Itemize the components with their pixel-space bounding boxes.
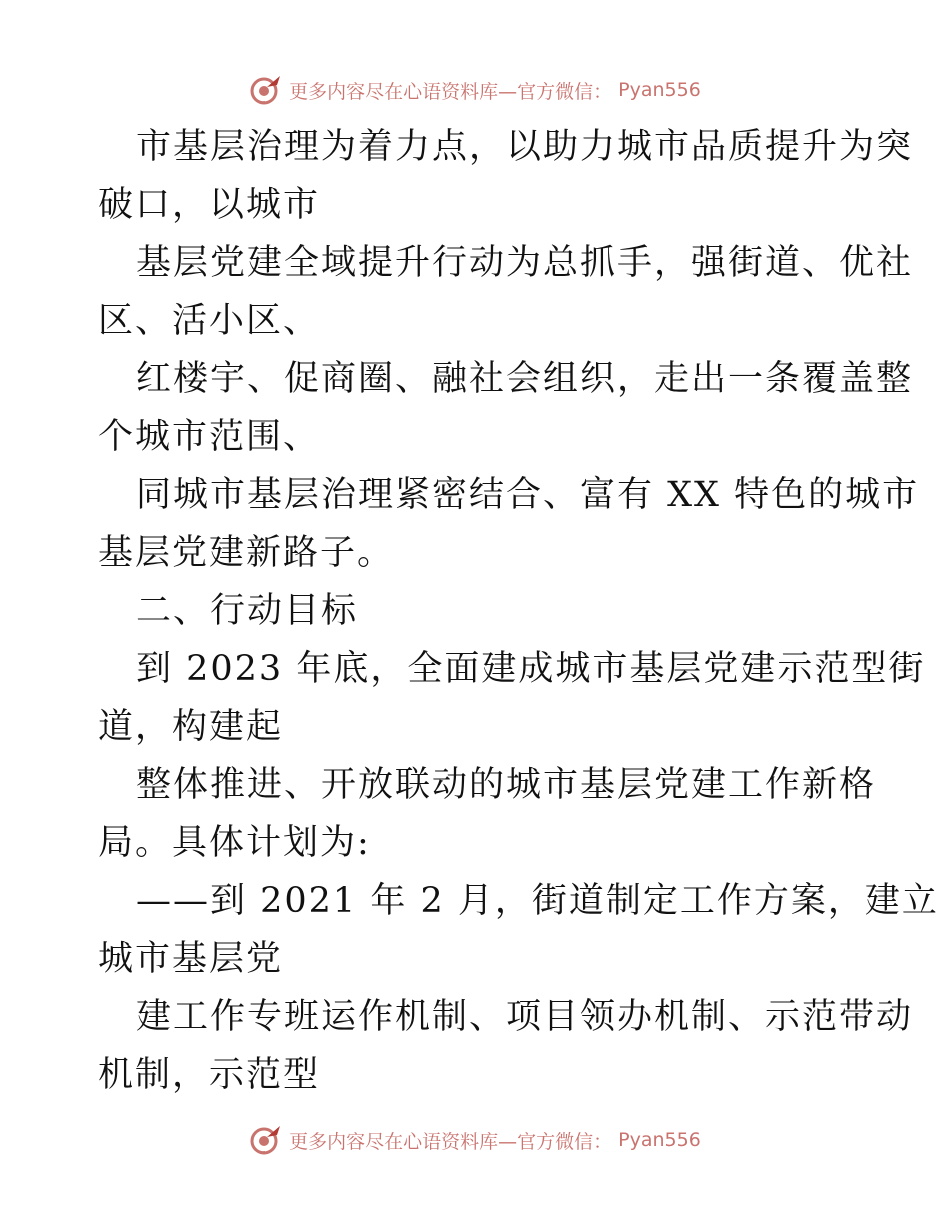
text-line: ——到 2021 年 2 月，街道制定工作方案，建立	[136, 881, 939, 921]
watermark-wechat-id: Pyan556	[618, 79, 701, 101]
watermark-text: 更多内容尽在心语资料库—官方微信：	[289, 80, 613, 103]
text-line: 建工作专班运作机制、项目领办机制、示范带动	[136, 997, 914, 1037]
text-line: 二、行动目标	[136, 591, 359, 631]
watermark-text: 更多内容尽在心语资料库—官方微信：	[289, 1130, 613, 1153]
text-line: 机制，示范型	[98, 1055, 321, 1095]
watermark-header	[0, 70, 950, 110]
watermark-wechat-id: Pyan556	[618, 1129, 701, 1151]
text-line: 区、活小区、	[98, 301, 321, 341]
text-line: 整体推进、开放联动的城市基层党建工作新格	[136, 765, 877, 805]
text-line: 到 2023 年底，全面建成城市基层党建示范型街	[136, 649, 926, 689]
text-line: 城市基层党	[98, 939, 284, 979]
text-line: 局。具体计划为:	[98, 823, 371, 863]
text-line: 道，构建起	[98, 707, 284, 747]
text-line: 破口，以城市	[98, 185, 321, 225]
text-line: 基层党建新路子。	[98, 533, 395, 573]
text-line: 同城市基层治理紧密结合、富有 XX 特色的城市	[136, 475, 920, 515]
text-line: 市基层治理为着力点，以助力城市品质提升为突	[136, 127, 914, 167]
ink-pen-logo-icon	[249, 73, 283, 107]
text-line: 基层党建全域提升行动为总抓手，强街道、优社	[136, 243, 914, 283]
watermark-footer	[0, 1120, 950, 1160]
text-line: 个城市范围、	[98, 417, 321, 457]
ink-pen-logo-icon	[249, 1123, 283, 1157]
document-body	[98, 118, 939, 1104]
text-line: 红楼宇、促商圈、融社会组织，走出一条覆盖整	[136, 359, 914, 399]
